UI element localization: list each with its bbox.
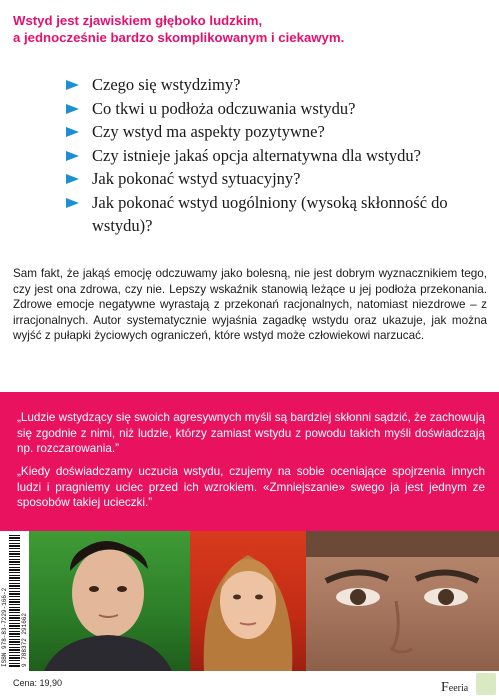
question-list bbox=[66, 73, 486, 238]
photo-man-closeup bbox=[306, 531, 499, 671]
isbn-number: ISBN 978-83-7229-166-2 bbox=[1, 587, 8, 667]
question-item bbox=[66, 167, 486, 191]
tagline-line-2: a jednocześnie bardzo skomplikowanym i ciekawym. bbox=[13, 30, 345, 45]
tagline bbox=[13, 12, 483, 46]
woman-portrait-illustration bbox=[190, 531, 306, 671]
arrow-bullet-icon bbox=[66, 104, 79, 114]
barcode-digits: 9 788372 291662 bbox=[21, 612, 28, 667]
quote-1: „Ludzie wstydzący się swoich agresywnych myśli są bardziej skłonni sądzić, że zachowują się zgodnie z nimi, niż ludzie, którzy zamiast wstydu z powodu takich myśli doświadczają np. rozczarowania.” bbox=[17, 411, 485, 455]
question-item bbox=[66, 97, 486, 121]
barcode-bars bbox=[9, 535, 20, 667]
arrow-bullet-icon bbox=[66, 174, 79, 184]
question-text: Jak pokonać wstyd uogólniony (wysoką skłonność do wstydu)? bbox=[92, 192, 448, 235]
arrow-bullet-icon bbox=[66, 80, 79, 90]
question-text: Czy wstyd ma aspekty pozytywne? bbox=[92, 122, 325, 141]
arrow-bullet-icon bbox=[66, 127, 79, 137]
publisher-name: eeria bbox=[448, 683, 469, 694]
arrow-bullet-icon bbox=[66, 151, 79, 161]
question-text: Czego się wstydzimy? bbox=[92, 75, 241, 94]
question-text: Czy istnieje jakaś opcja alternatywna dla wstydu? bbox=[92, 145, 421, 165]
quote-2: „Kiedy doświadczamy uczucia wstydu, czujemy na sobie oceniające spojrzenia innych ludzi i pragniemy uciec przed ich wzrokiem. «Zmniejszanie» swego ja jest jednym ze sposobów takiej ucieczki.” bbox=[17, 465, 485, 509]
question-text: Co tkwi u podłoża odczuwania wstydu? bbox=[92, 98, 356, 118]
question-item bbox=[66, 144, 486, 168]
question-item bbox=[66, 120, 486, 144]
photo-woman-red bbox=[190, 531, 306, 671]
price-label: Cena: 19,90 bbox=[13, 678, 63, 688]
question-item bbox=[66, 73, 486, 97]
publisher-initial: F bbox=[441, 680, 449, 695]
question-text: Jak pokonać wstyd sytuacyjny? bbox=[92, 169, 301, 188]
description-paragraph: Sam fakt, że jakąś emocję odczuwamy jako bolesną, nie jest dobrym wyznacznikiem tego, czy jest ona zdrowa, czy nie. Lepszy wskaźnik stanowią leżące u jej podłoża przekonania. Zdrowe emocje negatywne wyrastają z przekonań racjonalnych, natomiast niezdrowe – z irracjonalnych. Autor systematycznie wyjaśnia zagadkę wstydu oraz ukazuje, jak można wyjść z pułapki życiowych ograniczeń, które wstyd może człowiekowi narzucać. bbox=[13, 267, 487, 342]
arrow-bullet-icon bbox=[66, 198, 79, 208]
tagline-line-1: Wstyd jest zjawiskiem głęboko ludzkim, bbox=[13, 13, 263, 28]
photo-strip bbox=[0, 531, 499, 671]
question-item bbox=[66, 191, 486, 238]
publisher-logo bbox=[441, 680, 468, 696]
publisher-logo-icon bbox=[476, 673, 496, 695]
closeup-eyes-illustration bbox=[306, 531, 499, 671]
